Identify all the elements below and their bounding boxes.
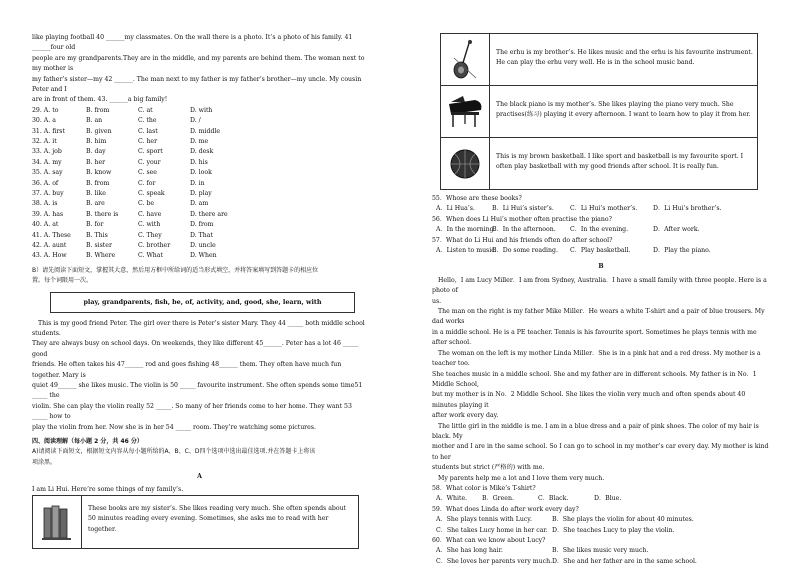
- question-options: [432, 225, 770, 235]
- section-4-instruction: A)请阅读下面短文，根据短文内容从每小题所给的A、B、C、D四个选项中选出最佳选项.并在答题卡上将该: [32, 448, 316, 456]
- option-row: [32, 210, 367, 220]
- option-b: B. from: [86, 106, 110, 114]
- items-table: [440, 33, 758, 190]
- option-b: B. know: [86, 169, 112, 177]
- option-d: D. middle: [190, 127, 221, 135]
- option-c: C. have: [138, 210, 162, 218]
- option-a: 43. A. How: [32, 252, 67, 260]
- option-a: 36. A. of: [32, 179, 59, 187]
- option-row: [32, 189, 367, 199]
- option-b: B. there is: [86, 210, 119, 218]
- basketball-text: This is my brown basketball. I like sport and basketball is my favourite sport. I often play basketball with my good friends after school. It is really fun.: [496, 153, 744, 171]
- option-c: C. be: [138, 200, 155, 208]
- option-row: [32, 179, 367, 189]
- passage-line: quiet 49______ she likes music. The violin is 50 _____ favourite instrument. She often spends some time51 _____ the: [32, 381, 363, 400]
- passage-b-line: us.: [432, 297, 442, 305]
- option-a: 38. A. is: [32, 200, 58, 208]
- answer-option[interactable]: D．After work.: [653, 226, 700, 234]
- option-a: 37. A. buy: [32, 189, 64, 197]
- option-c: C. the: [138, 117, 157, 125]
- question-options: [432, 515, 770, 525]
- books-card: [32, 495, 359, 549]
- option-b: B. like: [86, 189, 106, 197]
- option-d: D. That: [190, 231, 213, 239]
- option-d: D. with: [190, 106, 213, 114]
- cloze-options-list: [32, 106, 367, 262]
- option-d: D. there are: [190, 210, 228, 218]
- option-b: B. day: [86, 148, 106, 156]
- answer-option[interactable]: B．Green.: [482, 495, 514, 503]
- question-options: [432, 546, 770, 556]
- option-row: [32, 147, 367, 157]
- answer-option[interactable]: D．Blue.: [594, 495, 622, 503]
- option-b: B. are: [86, 200, 105, 208]
- option-b: B. her: [86, 158, 106, 166]
- option-c: C. her: [138, 138, 158, 146]
- answer-option[interactable]: A．White.: [436, 495, 468, 503]
- left-column: [32, 33, 367, 549]
- passage-b-line: students but strict (严格的) with me.: [432, 464, 545, 472]
- option-c: C. with: [138, 221, 161, 229]
- question-text: 60．What can we know about Lucy?: [432, 537, 546, 544]
- passage-b-line: mother and I are in the same school. So I can go to school in my mother’s car every day. My mother is kind to her: [432, 443, 769, 461]
- option-row: [32, 231, 367, 241]
- answer-option[interactable]: A．Listen to music.: [436, 247, 497, 255]
- answer-option[interactable]: A．She has long hair.: [436, 547, 503, 555]
- option-row: [32, 106, 367, 116]
- violin-icon: [441, 34, 490, 85]
- option-b: B. an: [86, 117, 103, 125]
- option-a: 30. A. a: [32, 117, 56, 125]
- right-column: [432, 33, 770, 567]
- option-row: [32, 127, 367, 137]
- table-row: [441, 138, 757, 189]
- answer-option[interactable]: D．She teaches Lucy to play the violin.: [552, 526, 675, 534]
- option-row: [32, 116, 367, 126]
- question-options: [432, 494, 770, 504]
- option-d: D. When: [190, 252, 217, 260]
- option-b: B. given: [86, 127, 112, 135]
- option-a: 29. A. to: [32, 106, 59, 114]
- option-d: D. uncle: [190, 241, 216, 249]
- question-options: [432, 246, 770, 256]
- option-b: B. for: [86, 221, 104, 229]
- passage-a-label: A: [197, 473, 202, 481]
- answer-option[interactable]: C．She takes Lucy home in her car.: [436, 526, 548, 534]
- erhu-text: The erhu is my brother’s. He likes music and the erhu is his favourite instrument. He can play the erhu very well. He is in the school music band.: [496, 49, 753, 67]
- intro-line: people are my grandparents.They are in the middle, and my parents are behind them. The woman next to my mother is: [32, 54, 365, 73]
- option-a: 34. A. my: [32, 158, 62, 166]
- answer-option[interactable]: A．She plays tennis with Lucy.: [436, 516, 532, 524]
- answer-option[interactable]: C．Play basketball.: [570, 247, 631, 255]
- option-b: B. Where: [86, 252, 116, 260]
- piano-icon: [441, 86, 490, 137]
- question-text: 57．What do Li Hui and his friends often do after school?: [432, 236, 613, 244]
- passage-b-line: after work every day.: [432, 412, 499, 420]
- option-d: D. /: [190, 117, 201, 125]
- option-c: C. sport: [138, 148, 163, 156]
- section-4-instruction: 项涂黑。: [32, 458, 57, 466]
- option-row: [32, 241, 367, 251]
- answer-option[interactable]: A．Li Hua’s.: [436, 205, 475, 213]
- answer-option[interactable]: A．In the morning.: [436, 226, 496, 234]
- passage-b-line: My parents help me a lot and I love them very much.: [438, 474, 605, 482]
- option-c: C. at: [138, 106, 153, 114]
- option-row: [32, 158, 367, 168]
- answer-option[interactable]: D．Play the piano.: [653, 247, 711, 255]
- intro-line: are in front of them. 43. ______a big family!: [32, 96, 168, 104]
- option-a: 39. A. has: [32, 210, 64, 218]
- answer-option[interactable]: B．Li Hui’s sister’s.: [492, 205, 554, 213]
- answer-option[interactable]: C．In the evening.: [570, 226, 629, 234]
- option-a: 41. A. These: [32, 231, 71, 239]
- option-d: D. desk: [190, 148, 214, 156]
- option-row: [32, 168, 367, 178]
- passage-line: friends. He often takes his 47______ rod and goes fishing 48______ them. They often have much fun together. Mary is: [32, 361, 342, 379]
- books-text: These books are my sister’s. She likes reading very much. She often spends about 50 minutes reading every evening. Sometimes, she asks me to read with her together.: [88, 505, 347, 533]
- answer-option[interactable]: B．She plays the violin for about 40 minutes.: [552, 516, 694, 524]
- passage-b-label: B: [598, 263, 604, 271]
- question-text: 55．Whose are these books?: [432, 195, 522, 202]
- table-row: [441, 86, 757, 138]
- option-d: D. me: [190, 138, 209, 146]
- section-b-instruction: 置。每个词限用一次。: [32, 277, 93, 285]
- option-c: C. What: [138, 252, 163, 260]
- passage-line: This is my good friend Peter. The girl over there is Peter’s sister Mary. They 44 _____ both middle school students.: [32, 319, 365, 337]
- intro-line: my father’s sister—my 42 ______. The man next to my father is my father’s brother—my uncle. My cousin Peter and I: [32, 75, 362, 94]
- option-row: [32, 251, 367, 261]
- option-d: D. play: [190, 189, 212, 197]
- option-c: C. last: [138, 127, 158, 135]
- passage-b-line: The little girl in the middle is me. I am in a blue dress and a pair of pink shoes. The color of my hair is black. My: [432, 422, 759, 440]
- option-b: B. This: [86, 231, 108, 239]
- answer-option[interactable]: B．Do some reading.: [492, 247, 558, 255]
- passage-b-line: in a middle school. He is a PE teacher. Tennis is his favourite sport. Sometimes he plays tennis with me after school.: [432, 328, 757, 347]
- option-row: [32, 199, 367, 209]
- table-row: [441, 34, 757, 86]
- passage-b-line: She teaches music in a middle school. She and my father are in different schools. My father is in No．1 Middle School,: [432, 370, 757, 388]
- option-c: C. speak: [138, 189, 165, 197]
- intro-line: like playing football 40 ______my classmates. On the wall there is a photo. It’s a photo of his family. 41 ______four old: [32, 34, 353, 52]
- section-4-title: 四、阅读理解（每小题 2 分，共 46 分）: [32, 437, 143, 445]
- answer-option[interactable]: C．She loves her parents very much.: [436, 557, 553, 565]
- word-box: play, grandparents, fish, be, of, activity, and, good, she, learn, with: [50, 292, 355, 313]
- question-options: [432, 526, 770, 536]
- option-c: C. brother: [138, 241, 171, 249]
- question-options: [432, 204, 770, 214]
- answer-option[interactable]: D．Li Hui’s brother’s.: [653, 205, 722, 213]
- option-d: D. in: [190, 179, 205, 187]
- answer-option[interactable]: D．She and her father are in the same school.: [552, 557, 697, 565]
- books-icon: [33, 496, 82, 548]
- option-c: C. your: [138, 158, 161, 166]
- option-b: B. sister: [86, 241, 112, 249]
- option-row: [32, 137, 367, 147]
- option-d: D. from: [190, 221, 214, 229]
- piano-text: The black piano is my mother’s. She likes playing the piano very much. She practises(练习) playing it every afternoon. I want to learn how to play it from her.: [496, 101, 751, 119]
- option-c: C. see: [138, 169, 157, 177]
- passage-b-line: but my mother is in No．2 Middle School. She likes the violin very much and often spends about 40 minutes playing it: [432, 391, 746, 409]
- passage-line: violin. She can play the violin really 52 _____. So many of her friends come to her home. They want 53 _____ how to: [32, 402, 352, 421]
- option-d: D. look: [190, 169, 212, 177]
- option-a: 42. A. aunt: [32, 241, 67, 249]
- option-c: C. They: [138, 231, 162, 239]
- passage-a-intro: I am Li Hui. Here’re some things of my family’s.: [32, 485, 184, 493]
- passage-line: play the violin from her. Now she is in her 54 _____ room. They’re watching some pictures.: [32, 423, 316, 431]
- question-text: 58．What color is Mike’s T-shirt?: [432, 484, 536, 492]
- passage-line: They are always busy on school days. On weekends, they like different 45______. Peter has a lot 46 _____ good: [32, 340, 359, 358]
- option-a: 32. A. it: [32, 138, 57, 146]
- question-text: 56．When does Li Hui’s mother often practise the piano?: [432, 215, 612, 223]
- questions-b: [432, 484, 770, 567]
- answer-option[interactable]: C．Li Hui’s mother’s.: [570, 205, 638, 213]
- option-a: 35. A. say: [32, 169, 63, 177]
- answer-option[interactable]: B．In the afternoon.: [492, 226, 556, 234]
- passage-b-line: The woman on the left is my mother Linda Miller．She is in a pink hat and a red dress. My mother is a teacher too.: [432, 349, 761, 368]
- option-b: B. from: [86, 179, 110, 187]
- option-a: 31. A. first: [32, 127, 65, 135]
- option-a: 40. A. at: [32, 221, 59, 229]
- section-b-instruction: B）请先阅读下面短文，掌握其大意，然后用方框中所给词的适当形式填空，并将答案填写到答题卡的相应位: [32, 266, 319, 274]
- option-d: D. am: [190, 200, 209, 208]
- passage-b-line: Hello，I am Lucy Miller．I am from Sydney, Australia．I have a small family with three people. Here is a photo of: [432, 276, 767, 295]
- answer-option[interactable]: C．Black.: [538, 495, 569, 503]
- option-row: [32, 220, 367, 230]
- basketball-icon: [441, 138, 490, 189]
- option-d: D. his: [190, 158, 208, 166]
- option-b: B. him: [86, 138, 107, 146]
- questions-a: [432, 194, 770, 256]
- passage-b: [432, 276, 770, 484]
- question-text: 59．What does Linda do after work every day?: [432, 505, 579, 513]
- option-a: 33. A. job: [32, 148, 62, 156]
- option-c: C. for: [138, 179, 156, 187]
- passage-b-line: The man on the right is my father Mike Miller．He wears a white T-shirt and a pair of blue trousers. My dad works: [432, 308, 765, 326]
- answer-option[interactable]: B．She likes music very much.: [552, 547, 649, 555]
